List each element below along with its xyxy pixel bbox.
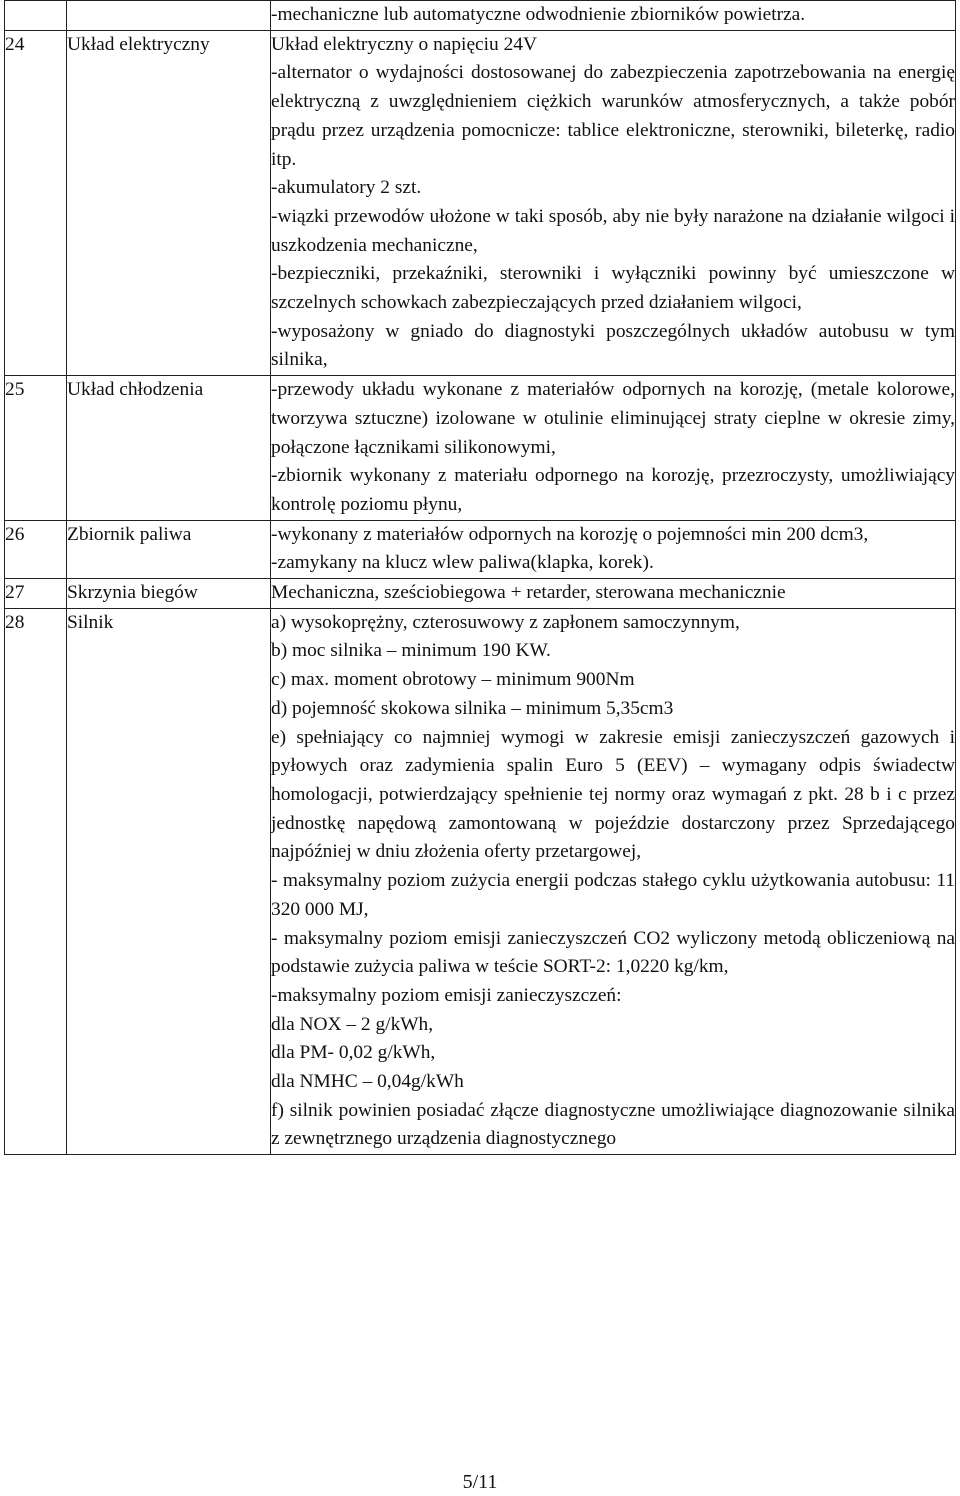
item-number: 26	[5, 520, 67, 578]
description-line: Mechaniczna, sześciobiegowa + retarder, sterowana mechanicznie	[271, 582, 786, 604]
description-line: dla NMHC – 0,04g/kWh	[271, 1071, 464, 1093]
description-line: - maksymalny poziom zużycia energii podczas stałego cyklu użytkowania autobusu: 11 320 000 MJ,	[271, 870, 955, 920]
description-line: c) max. moment obrotowy – minimum 900Nm	[271, 669, 635, 691]
item-description	[271, 579, 956, 609]
item-number: 25	[5, 376, 67, 521]
item-number: 24	[5, 30, 67, 375]
item-name: Zbiornik paliwa	[67, 520, 271, 578]
table-row	[5, 30, 956, 375]
item-description	[271, 608, 956, 1154]
description-line: d) pojemność skokowa silnika – minimum 5,35cm3	[271, 697, 674, 719]
description-line: a) wysokoprężny, czterosuwowy z zapłonem samoczynnym,	[271, 611, 740, 633]
description-line: -zamykany na klucz wlew paliwa(klapka, korek).	[271, 552, 654, 574]
page-number: 5/11	[462, 1471, 498, 1493]
description-line: e) spełniający co najmniej wymogi w zakresie emisji zanieczyszczeń gazowych i pyłowych oraz zadymienia spalin Euro 5 (EEV) – wymagany odpis świadectw homologacji, potwierdzający spełnienie tej normy oraz wymagań z pkt. 28 b i c przez jednostkę napędową zamontowaną w pojeździe dostarczony przez Sprzedającego najpóźniej w dniu złożenia oferty przetargowej,	[271, 726, 955, 863]
table-row	[5, 1, 956, 31]
item-number	[5, 1, 67, 31]
description-line: -akumulatory 2 szt.	[271, 177, 422, 199]
description-line: f) silnik powinien posiadać złącze diagnostyczne umożliwiające diagnozowanie silnika z zewnętrznego urządzenia diagnostycznego	[271, 1099, 955, 1150]
item-name: Silnik	[67, 608, 271, 1154]
table-row	[5, 608, 956, 1154]
item-name: Układ chłodzenia	[67, 376, 271, 521]
item-number: 27	[5, 579, 67, 609]
description-line: -mechaniczne lub automatyczne odwodnienie zbiorników powietrza.	[271, 4, 806, 25]
description-line: -wykonany z materiałów odpornych na korozję o pojemności min 200 dcm3,	[271, 523, 869, 545]
specification-table-body	[5, 1, 956, 1155]
description-line: -przewody układu wykonane z materiałów odpornych na korozję, (metale kolorowe, tworzywa sztuczne) izolowane w otulinie eliminującej straty cieplne w okresie zimy, połączone łącznikami silikonowymi,	[271, 379, 955, 458]
item-description	[271, 376, 956, 521]
item-name: Skrzynia biegów	[67, 579, 271, 609]
description-line: -bezpieczniki, przekaźniki, sterowniki i wyłączniki powinny być umieszczone w szczelnych schowkach zabezpieczających przed działaniem wilgoci,	[271, 263, 955, 314]
table-row	[5, 376, 956, 521]
table-row	[5, 579, 956, 609]
description-line: - maksymalny poziom emisji zanieczyszczeń CO2 wyliczony metodą obliczeniową na podstawie zużycia paliwa w teście SORT-2: 1,0220 kg/km,	[271, 927, 955, 978]
item-description	[271, 520, 956, 578]
item-number: 28	[5, 608, 67, 1154]
item-name: Układ elektryczny	[67, 30, 271, 375]
description-line: Układ elektryczny o napięciu 24V	[271, 33, 537, 55]
description-line: b) moc silnika – minimum 190 KW.	[271, 640, 551, 662]
description-line: dla PM- 0,02 g/kWh,	[271, 1042, 436, 1064]
description-line: -wiązki przewodów ułożone w taki sposób, aby nie były narażone na działanie wilgoci i uszkodzenia mechaniczne,	[271, 205, 955, 256]
item-description	[271, 30, 956, 375]
description-line: -maksymalny poziom emisji zanieczyszczeń:	[271, 984, 622, 1006]
table-row	[5, 520, 956, 578]
specification-table	[4, 0, 956, 1155]
description-line: -alternator o wydajności dostosowanej do zabezpieczenia zapotrzebowania na energię elektryczną z uwzględnieniem ciężkich warunków atmosferycznych, a także pobór prądu przez urządzenia pomocnicze: tablice elektroniczne, sterowniki, bileterkę, radio itp.	[271, 62, 955, 170]
description-line: dla NOX – 2 g/kWh,	[271, 1013, 434, 1035]
description-line: -zbiornik wykonany z materiału odpornego na korozję, przezroczysty, umożliwiający kontrolę poziomu płynu,	[271, 465, 955, 515]
description-line: -wyposażony w gniado do diagnostyki poszczególnych układów autobusu w tym silnika,	[271, 320, 955, 371]
item-name	[67, 1, 271, 31]
item-description	[271, 1, 956, 31]
